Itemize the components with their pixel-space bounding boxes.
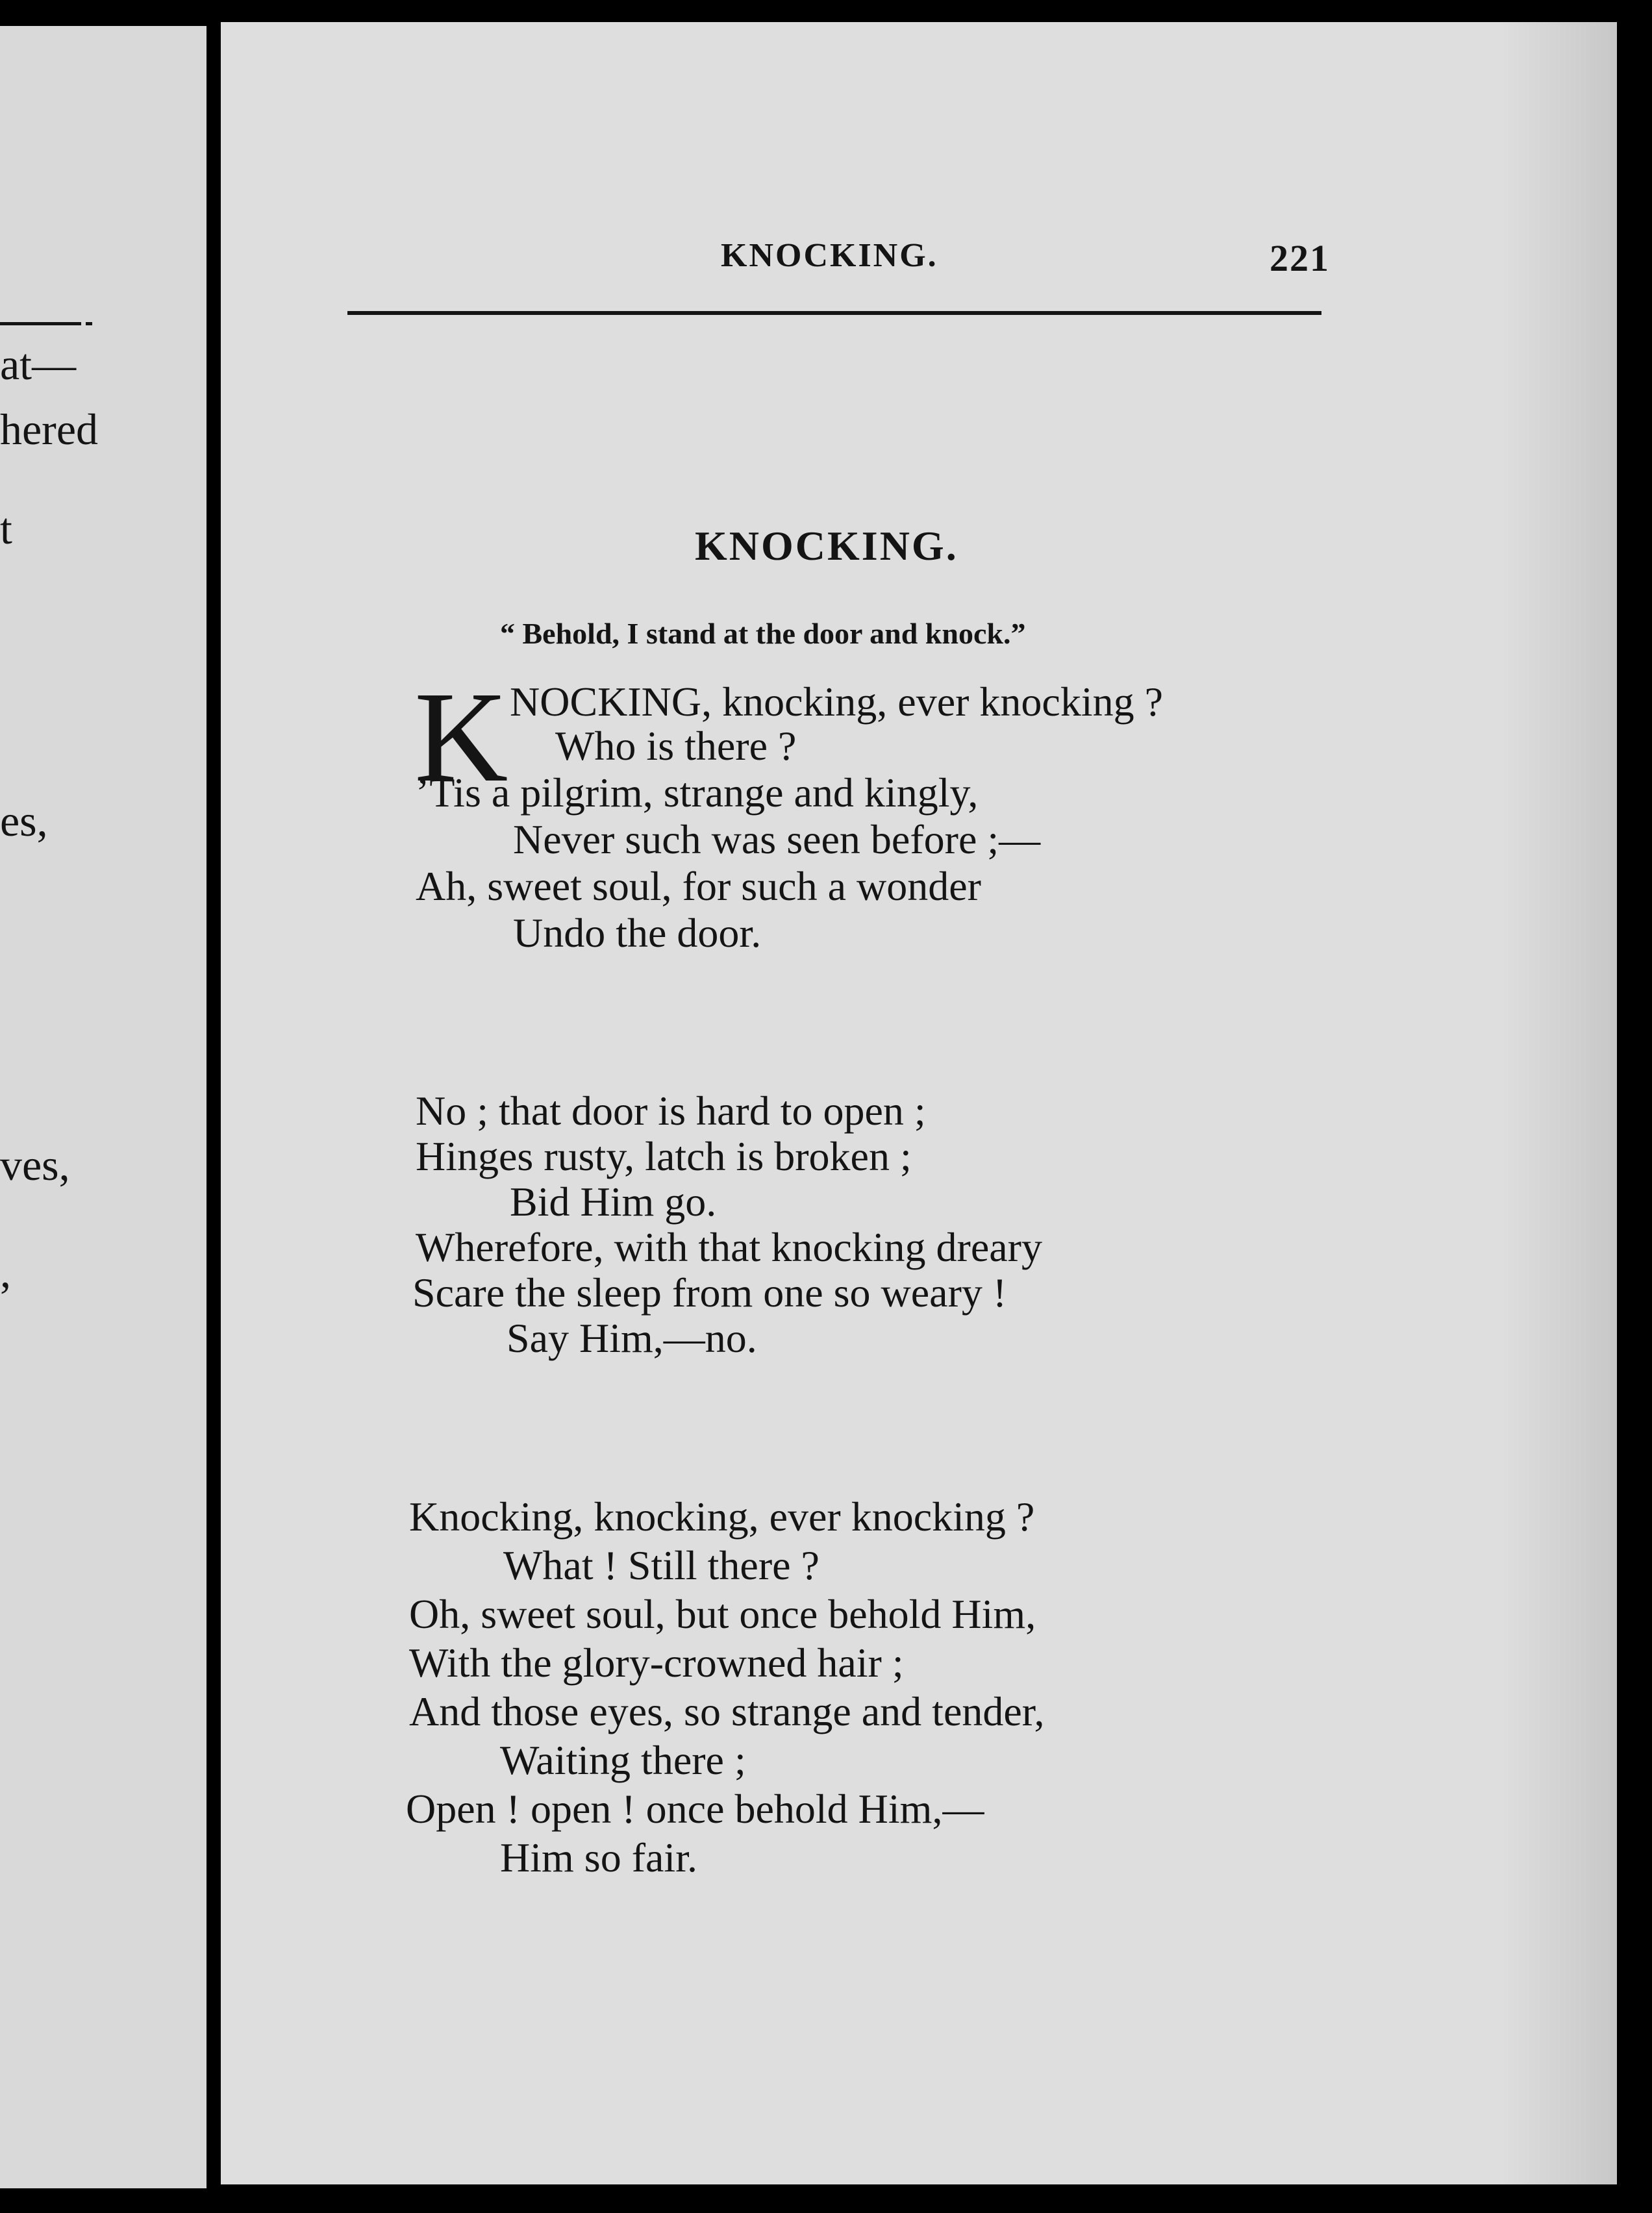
left-page-text: ves,: [0, 1140, 70, 1190]
poem-line: Bid Him go.: [510, 1179, 717, 1225]
poem-line: What ! Still there ?: [503, 1542, 820, 1588]
poem-line: Wherefore, with that knocking dreary: [416, 1224, 1042, 1270]
epigraph: “ Behold, I stand at the door and knock.”: [500, 617, 1026, 650]
book-gutter: [206, 0, 221, 2213]
book-page: [221, 22, 1617, 2184]
poem-line: With the glory-crowned hair ;: [409, 1640, 904, 1686]
poem-line: Open ! open ! once behold Him,—: [406, 1786, 984, 1832]
header-rule: [347, 311, 1321, 315]
drop-cap: K: [414, 666, 508, 809]
left-page-text: ,: [0, 1247, 11, 1297]
left-page-text: es,: [0, 796, 48, 845]
left-page-text: t: [0, 504, 12, 553]
left-page-rule: [0, 322, 81, 325]
poem-line: No ; that door is hard to open ;: [416, 1088, 926, 1134]
poem-line: Never such was seen before ;—: [513, 816, 1041, 862]
left-page-rule-dash: [86, 322, 92, 325]
poem-line: ’Tis a pilgrim, strange and kingly,: [416, 769, 979, 816]
poem-line: Who is there ?: [555, 723, 797, 769]
poem-title: KNOCKING.: [695, 523, 958, 569]
poem-line: Him so fair.: [500, 1834, 697, 1881]
poem-line: Oh, sweet soul, but once behold Him,: [409, 1591, 1036, 1637]
poem-line: NOCKING, knocking, ever knocking ?: [510, 679, 1163, 725]
poem-line: Say Him,—no.: [507, 1315, 757, 1361]
running-head: KNOCKING.: [721, 237, 938, 274]
left-page-fragment: [0, 26, 206, 2188]
poem-line: Hinges rusty, latch is broken ;: [416, 1133, 912, 1179]
left-page-text: at—: [0, 340, 77, 389]
poem-line: Knocking, knocking, ever knocking ?: [409, 1494, 1035, 1540]
page-number: 221: [1270, 237, 1330, 279]
left-page-text: hered: [0, 405, 99, 454]
poem-line: And those eyes, so strange and tender,: [409, 1688, 1045, 1734]
poem-line: Ah, sweet soul, for such a wonder: [416, 863, 981, 909]
poem-line: Waiting there ;: [500, 1737, 746, 1783]
page-shadow: [1500, 22, 1617, 2184]
poem-line: Scare the sleep from one so weary !: [412, 1269, 1007, 1316]
poem-line: Undo the door.: [513, 910, 762, 956]
